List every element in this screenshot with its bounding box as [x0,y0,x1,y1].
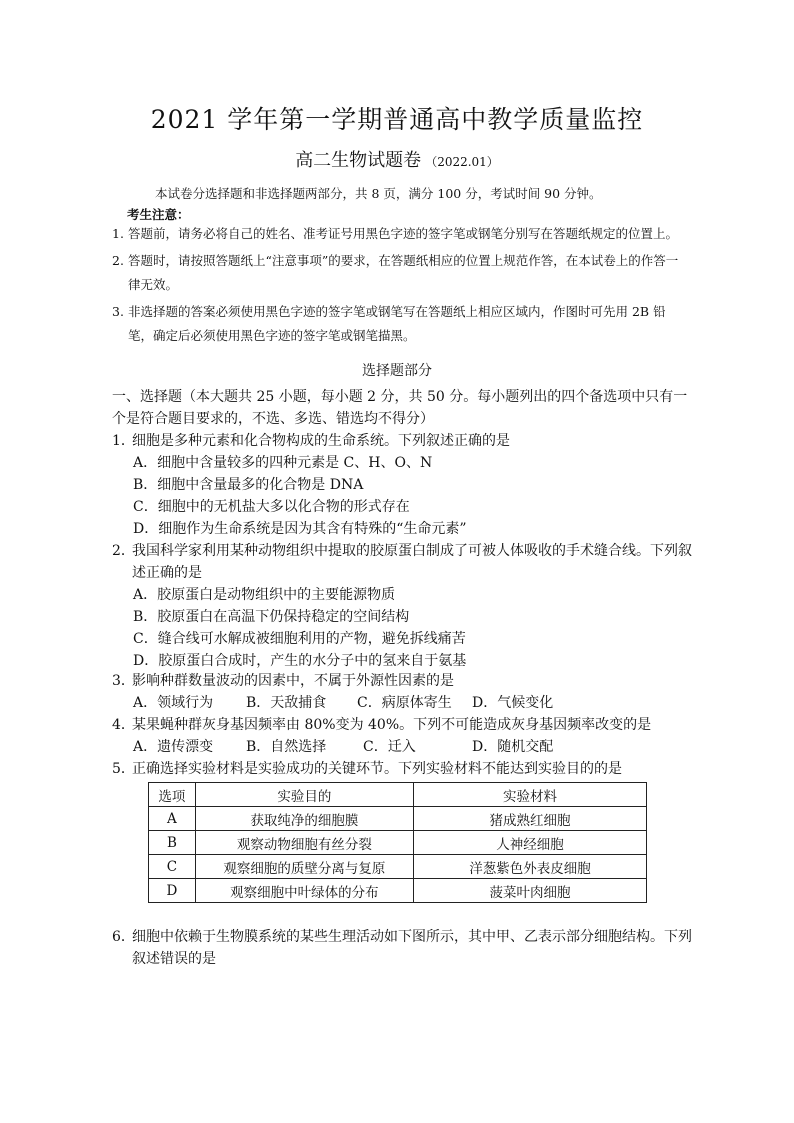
question-number: 4． [112,717,135,733]
notice-number: 1. [112,226,124,241]
table-cell: A [149,807,196,831]
option-b: B．天敌捕食 [246,695,327,711]
option-c: C．缝合线可水解成被细胞利用的产物，避免拆线痛苦 [133,631,466,647]
exam-date: （2022.01） [425,155,499,169]
option-d: D．随机交配 [472,739,554,755]
table-cell: D [149,879,196,903]
table-cell: 观察动物细胞有丝分裂 [195,831,413,855]
question-number: 5． [112,761,135,777]
table-row [149,831,647,855]
page-title: 2021 学年第一学期普通高中教学质量监控 [150,105,644,134]
table-cell: 获取纯净的细胞膜 [195,807,413,831]
question-number: 2． [112,543,135,559]
table-header-row [149,783,647,807]
option-d: D．气候变化 [472,695,554,711]
table-cell: 菠菜叶肉细胞 [413,879,646,903]
question-stem [112,670,692,692]
question-6 [112,926,692,970]
experiment-table [148,782,647,903]
exam-intro: 本试卷分选择题和非选择题两部分，共 8 页，满分 100 分，考试时间 90 分钟。 [155,186,602,201]
page-subtitle [0,146,794,172]
question-1 [112,430,692,540]
question-5 [112,758,692,780]
question-text: 影响种群数量波动的因素中，不属于外源性因素的是 [132,673,454,689]
option-b: B．胶原蛋白在高温下仍保持稳定的空间结构 [133,609,410,625]
notice-text: 答题前，请务必将自己的姓名、准考证号用黑色字迹的签字笔或钢笔分别写在答题纸规定的位置上。 [128,226,679,241]
question-number: 6． [112,929,135,945]
question-stem [112,714,692,736]
question-stem [112,540,692,584]
option-a: A．遗传漂变 [133,739,214,755]
question-text: 细胞是多种元素和化合物构成的生命系统。下列叙述正确的是 [132,433,510,449]
table-row [149,879,647,903]
table-row [149,807,647,831]
column-header: 实验材料 [413,783,646,807]
question-stem [112,758,692,780]
question-text: 细胞中依赖于生物膜系统的某些生理活动如下图所示，其中甲、乙表示部分细胞结构。下列叙述错误的是 [132,929,692,967]
notice-list [112,222,686,351]
notice-item [112,249,686,297]
option-c: C．病原体寄生 [357,695,452,711]
option-c: C．细胞中的无机盐大多以化合物的形式存在 [133,499,410,515]
notice-item [112,222,686,246]
question-stem [112,430,692,452]
part-instructions: 一、选择题（本大题共 25 小题，每小题 2 分，共 50 分。每小题列出的四个备选项中只有一个是符合题目要求的，不选、多选、错选均不得分） [112,389,688,427]
notice-text: 非选择题的答案必须使用黑色字迹的签字笔或钢笔写在答题纸上相应区域内，作图时可先用 2B 铅笔，确定后必须使用黑色字迹的签字笔或钢笔描黑。 [128,304,666,343]
option-row [112,736,692,758]
option-a: A．胶原蛋白是动物组织中的主要能源物质 [133,587,396,603]
column-header: 实验目的 [195,783,413,807]
option-a: A．领域行为 [133,695,214,711]
question-2 [112,540,692,672]
option-d: D．胶原蛋白合成时，产生的水分子中的氢来自于氨基 [133,653,467,669]
option-c: C．迁入 [363,739,416,755]
question-text: 正确选择实验材料是实验成功的关键环节。下列实验材料不能达到实验目的的是 [132,761,622,777]
notice-text: 答题时，请按照答题纸上“注意事项”的要求，在答题纸相应的位置上规范作答，在本试卷上的作答一律无效。 [128,253,679,292]
table-cell: 猪成熟红细胞 [413,807,646,831]
option-d: D．细胞作为生命系统是因为其含有特殊的“生命元素” [133,521,467,537]
notice-heading: 考生注意： [127,207,190,222]
option-a: A．细胞中含量较多的四种元素是 C、H、O、N [133,455,433,471]
question-text: 我国科学家利用某种动物组织中提取的胶原蛋白制成了可被人体吸收的手术缝合线。下列叙述正确的是 [132,543,692,581]
question-number: 1． [112,433,135,449]
option-row [112,692,692,714]
table-cell: 观察细胞中叶绿体的分布 [195,879,413,903]
notice-number: 3. [112,304,124,319]
subtitle-text: 高二生物试题卷 [295,150,422,171]
column-header: 选项 [149,783,196,807]
section-title: 选择题部分 [362,363,432,379]
question-4 [112,714,692,758]
table-cell: C [149,855,196,879]
table-cell: B [149,831,196,855]
question-number: 3． [112,673,135,689]
option-b: B．自然选择 [246,739,327,755]
table-cell: 人神经细胞 [413,831,646,855]
table-cell: 观察细胞的质壁分离与复原 [195,855,413,879]
question-3 [112,670,692,714]
question-text: 某果蝇种群灰身基因频率由 80%变为 40%。下列不可能造成灰身基因频率改变的是 [132,717,652,733]
table-row [149,855,647,879]
question-stem [112,926,692,970]
option-b: B．细胞中含量最多的化合物是 DNA [133,477,364,493]
notice-number: 2. [112,253,124,268]
notice-item [112,300,686,348]
table-cell: 洋葱紫色外表皮细胞 [413,855,646,879]
